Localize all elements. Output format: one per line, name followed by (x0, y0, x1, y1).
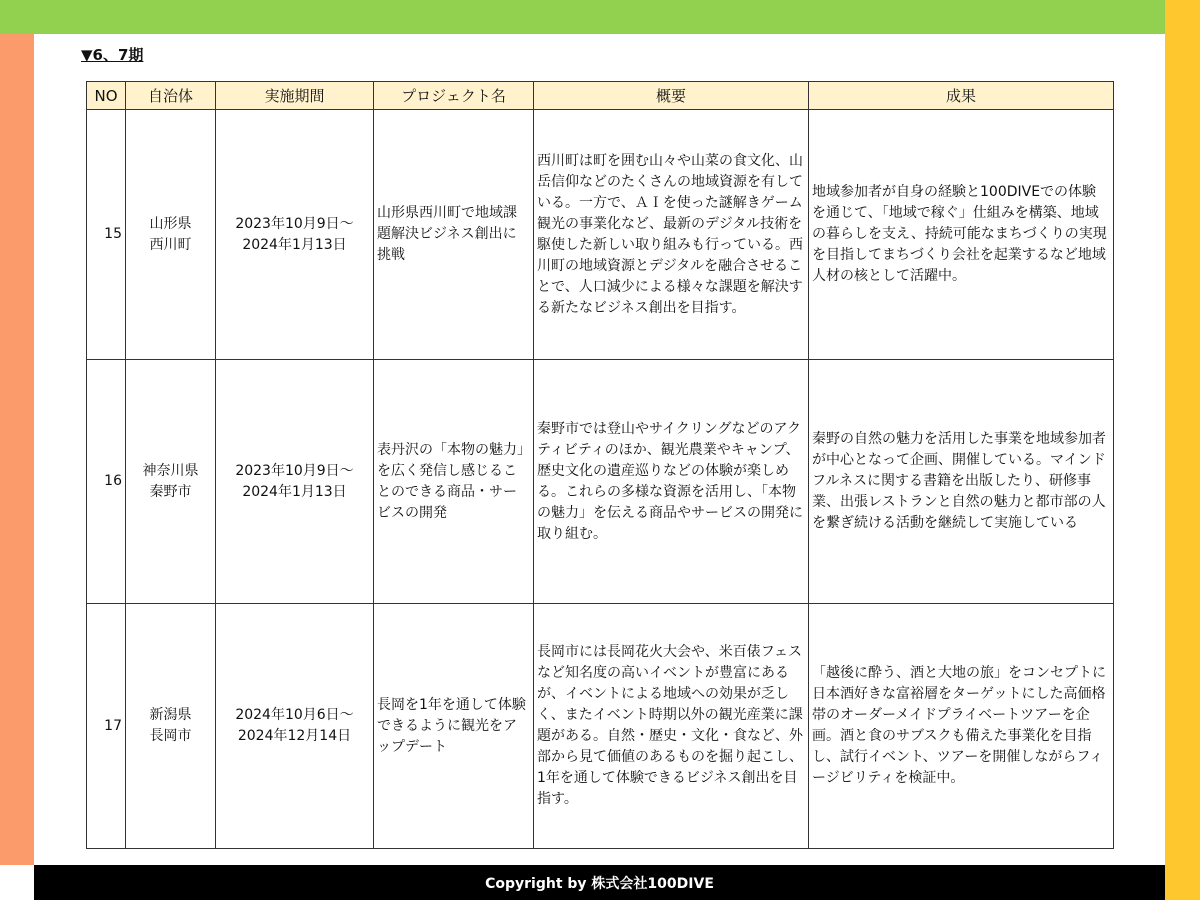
header-municipality: 自治体 (126, 82, 216, 110)
row-municipality (126, 360, 216, 604)
row-result: 「越後に酔う、酒と大地の旅」をコンセプトに日本酒好きな富裕層をターゲットにした高価格帯のオーダーメイドプライベートツアーを企画。酒と食のサブスクも備えた事業化を目指し、試行イベント、ツアーを開催しながらフィージビリティを検証中。 (809, 604, 1114, 849)
project-table (86, 81, 1114, 849)
row-no: 16 (87, 360, 126, 604)
prefecture: 山形県 (149, 215, 192, 232)
header-summary: 概要 (534, 82, 809, 110)
header-period: 実施期間 (216, 82, 374, 110)
city: 秦野市 (149, 483, 192, 500)
row-period (216, 110, 374, 360)
period-start: 2024年10月6日～ (235, 707, 354, 723)
period-end: 2024年1月13日 (242, 483, 347, 500)
row-summary: 西川町は町を囲む山々や山菜の食文化、山岳信仰などのたくさんの地域資源を有している。一方で、ＡＩを使った謎解きゲーム観光の事業化など、最新のデジタル技術を駆使した新しい取り組みも行っている。西川町の地域資源とデジタルを融合させることで、人口減少による様々な課題を解決する新たなビジネス創出を目指す。 (534, 110, 809, 360)
row-summary: 秦野市では登山やサイクリングなどのアクティビティのほか、観光農業やキャンプ、歴史文化の遺産巡りなどの体験が楽しめる。これらの多様な資源を活用し、「本物の魅力」を伝える商品やサービスの開発に取り組む。 (534, 360, 809, 604)
row-project: 長岡を1年を通して体験できるように観光をアップデート (374, 604, 534, 849)
header-no: NO (87, 82, 126, 110)
row-result: 秦野の自然の魅力を活用した事業を地域参加者が中心となって企画、開催している。マインドフルネスに関する書籍を出版したり、研修事業、出張レストランと自然の魅力と都市部の人を繋ぎ続ける活動を継続して実施している (809, 360, 1114, 604)
table-header-row (87, 82, 1114, 110)
period-end: 2024年12月14日 (237, 728, 352, 744)
table-row (87, 110, 1114, 360)
table-row (87, 360, 1114, 604)
header-result: 成果 (809, 82, 1114, 110)
header-project: プロジェクト名 (374, 82, 534, 110)
row-no: 15 (87, 110, 126, 360)
prefecture: 神奈川県 (142, 462, 199, 479)
period-start: 2023年10月9日～ (235, 215, 354, 232)
row-period (216, 360, 374, 604)
row-no: 17 (87, 604, 126, 849)
left-color-band (0, 34, 34, 865)
row-municipality (126, 604, 216, 849)
row-result: 地域参加者が自身の経験と100DIVEでの体験を通じて、「地域で稼ぐ」仕組みを構築、地域の暮らしを支え、持続可能なまちづくりの実現を目指してまちづくり会社を起業するなど地域人材の核として活躍中。 (809, 110, 1114, 360)
row-project: 表丹沢の「本物の魅力」を広く発信し感じることのできる商品・サービスの開発 (374, 360, 534, 604)
period-start: 2023年10月9日～ (235, 462, 354, 479)
section-title: ▼6、7期 (81, 46, 144, 64)
row-period (216, 604, 374, 849)
right-color-band (1165, 0, 1200, 900)
city: 長岡市 (149, 728, 192, 744)
prefecture: 新潟県 (149, 707, 192, 723)
period-end: 2024年1月13日 (242, 236, 347, 253)
copyright-footer: Copyright by 株式会社100DIVE (34, 865, 1165, 900)
row-summary: 長岡市には長岡花火大会や、米百俵フェスなど知名度の高いイベントが豊富にあるが、イベントによる地域への効果が乏しく、またイベント時期以外の観光産業に課題がある。自然・歴史・文化・食など、外部から見て価値のあるものを掘り起こし、1年を通して体験できるビジネス創出を目指す。 (534, 604, 809, 849)
row-municipality (126, 110, 216, 360)
top-color-band (0, 0, 1165, 34)
row-project: 山形県西川町で地域課題解決ビジネス創出に挑戦 (374, 110, 534, 360)
table-row (87, 604, 1114, 849)
city: 西川町 (149, 236, 192, 253)
